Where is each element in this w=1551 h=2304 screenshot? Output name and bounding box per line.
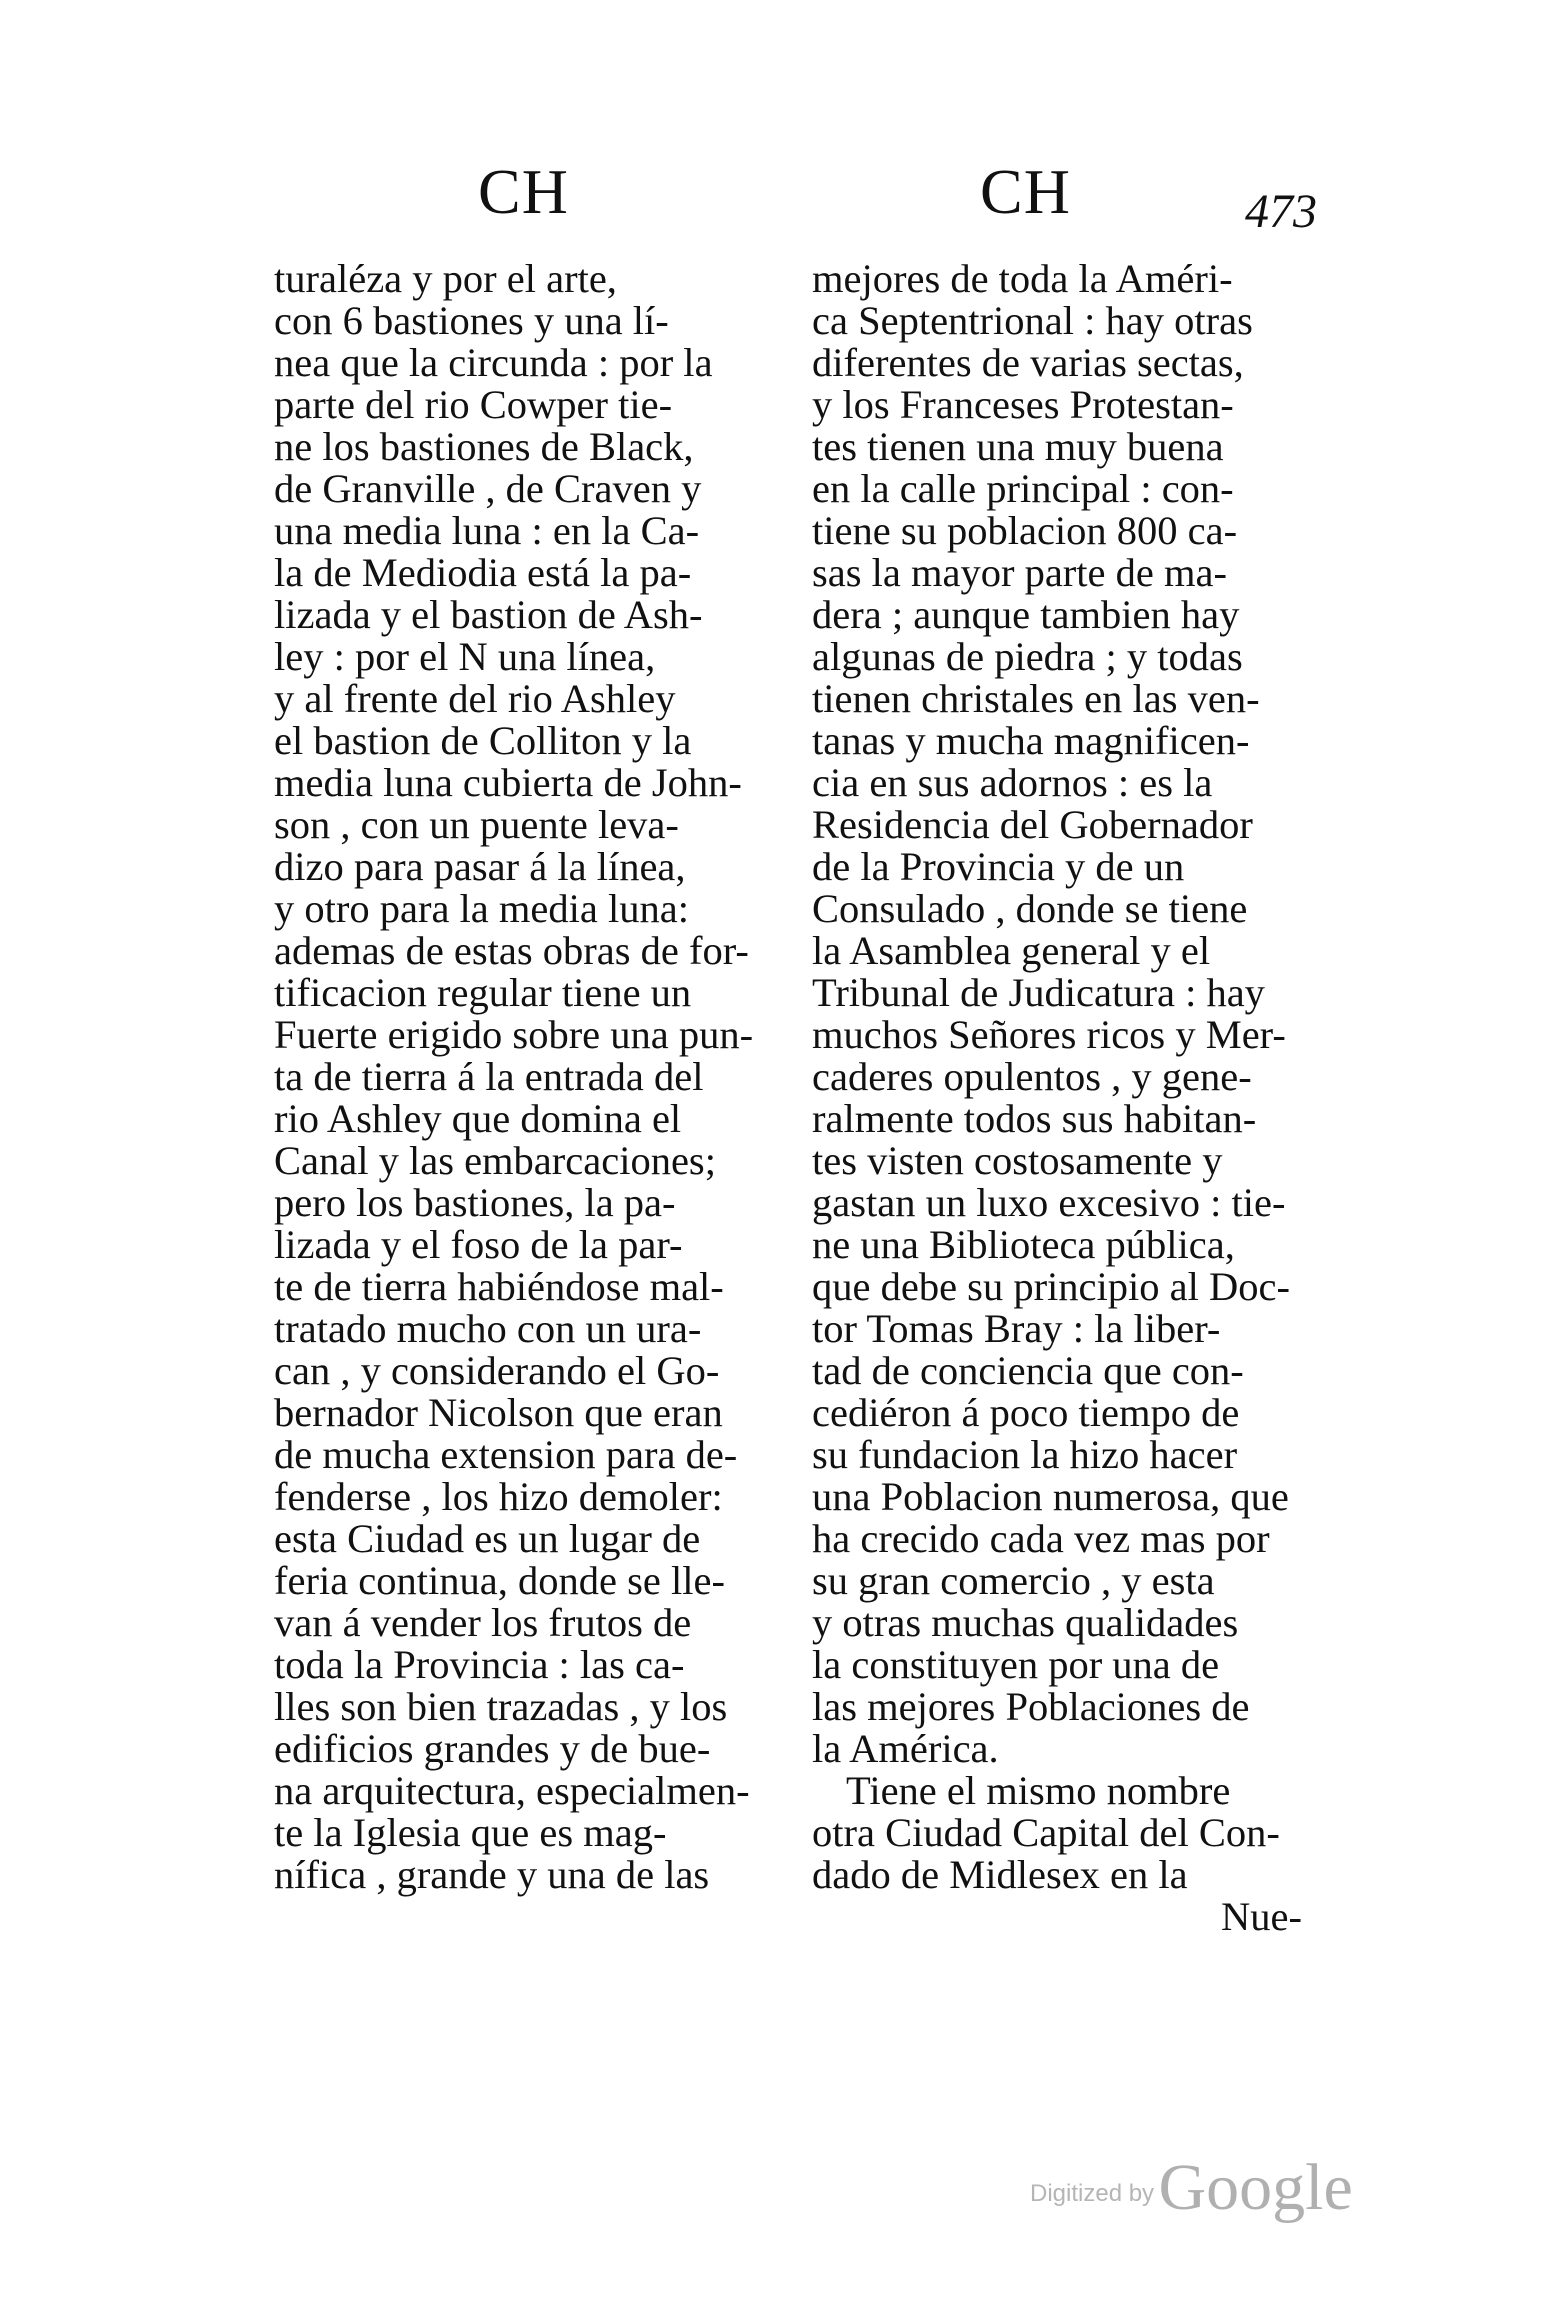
text-line: tad de conciencia que con- [812, 1348, 1244, 1393]
text-line: muchos Señores ricos y Mer- [812, 1012, 1286, 1057]
text-line: diferentes de varias sectas, [812, 340, 1244, 385]
text-line: parte del rio Cowper tie- [274, 382, 673, 427]
text-line: ralmente todos sus habitan- [812, 1096, 1257, 1141]
text-line: y los Franceses Protestan- [812, 382, 1234, 427]
running-head-right: CH [980, 156, 1071, 227]
text-line: son , con un puente leva- [274, 802, 679, 847]
text-line: y otro para la media luna: [274, 886, 689, 931]
text-line: el bastion de Colliton y la [274, 718, 692, 763]
text-line: ta de tierra á la entrada del [274, 1054, 704, 1099]
text-line: tor Tomas Bray : la liber- [812, 1306, 1221, 1351]
text-line: su fundacion la hizo hacer [812, 1432, 1238, 1477]
text-line: nífica , grande y una de las [274, 1852, 710, 1897]
digitized-watermark [1030, 2150, 1353, 2226]
text-line: feria continua, donde se lle- [274, 1558, 725, 1603]
text-line: dera ; aunque tambien hay [812, 592, 1240, 637]
text-line: te la Iglesia que es mag- [274, 1810, 667, 1855]
text-line: la constituyen por una de [812, 1642, 1220, 1687]
text-line: Tiene el mismo nombre [846, 1768, 1231, 1813]
text-line: tes tienen una muy buena [812, 424, 1224, 469]
text-line: en la calle principal : con- [812, 466, 1234, 511]
text-line: la Asamblea general y el [812, 928, 1211, 973]
text-line: con 6 bastiones y una lí- [274, 298, 669, 343]
text-line: pero los bastiones, la pa- [274, 1180, 676, 1225]
text-line: sas la mayor parte de ma- [812, 550, 1227, 595]
catchword: Nue- [1221, 1894, 1302, 1939]
text-line: cia en sus adornos : es la [812, 760, 1213, 805]
text-line: lizada y el foso de la par- [274, 1222, 683, 1267]
text-line: lles son bien trazadas , y los [274, 1684, 728, 1729]
text-line: ley : por el N una línea, [274, 634, 656, 679]
watermark-prefix: Digitized by [1030, 2180, 1155, 2207]
text-line: otra Ciudad Capital del Con- [812, 1810, 1280, 1855]
text-line: ademas de estas obras de for- [274, 928, 749, 973]
text-line: de Granville , de Craven y [274, 466, 702, 511]
text-line: dizo para pasar á la línea, [274, 844, 686, 889]
text-line: ne los bastiones de Black, [274, 424, 694, 469]
text-line: Fuerte erigido sobre una pun- [274, 1012, 754, 1057]
text-line: Canal y las embarcaciones; [274, 1138, 716, 1183]
text-line: can , y considerando el Go- [274, 1348, 720, 1393]
text-line: una media luna : en la Ca- [274, 508, 700, 553]
text-line: edificios grandes y de bue- [274, 1726, 711, 1771]
text-line: Consulado , donde se tiene [812, 886, 1248, 931]
text-line: gastan un luxo excesivo : tie- [812, 1180, 1286, 1225]
text-line: cediéron á poco tiempo de [812, 1390, 1240, 1435]
text-line: que debe su principio al Doc- [812, 1264, 1290, 1309]
google-logo: Google [1158, 2151, 1353, 2224]
text-line: caderes opulentos , y gene- [812, 1054, 1252, 1099]
text-line: ne una Biblioteca pública, [812, 1222, 1235, 1267]
text-line: de la Provincia y de un [812, 844, 1185, 889]
text-line: dado de Midlesex en la [812, 1852, 1188, 1897]
text-line: su gran comercio , y esta [812, 1558, 1215, 1603]
text-line: esta Ciudad es un lugar de [274, 1516, 701, 1561]
text-line: fenderse , los hizo demoler: [274, 1474, 723, 1519]
text-line: la de Mediodia está la pa- [274, 550, 692, 595]
text-line: la América. [812, 1726, 999, 1771]
text-line: tificacion regular tiene un [274, 970, 692, 1015]
text-line: te de tierra habiéndose mal- [274, 1264, 724, 1309]
text-line: ha crecido cada vez mas por [812, 1516, 1270, 1561]
text-line: y al frente del rio Ashley [274, 676, 676, 721]
page-number: 473 [1245, 185, 1317, 238]
text-line: las mejores Poblaciones de [812, 1684, 1250, 1729]
text-line: turaléza y por el arte, [274, 256, 617, 301]
text-line: bernador Nicolson que eran [274, 1390, 723, 1435]
text-line: van á vender los frutos de [274, 1600, 692, 1645]
text-line: media luna cubierta de John- [274, 760, 742, 805]
text-line: de mucha extension para de- [274, 1432, 738, 1477]
text-line: toda la Provincia : las ca- [274, 1642, 685, 1687]
text-line: nea que la circunda : por la [274, 340, 713, 385]
text-column-right [812, 258, 1322, 1938]
text-line: tienen christales en las ven- [812, 676, 1260, 721]
text-line: una Poblacion numerosa, que [812, 1474, 1289, 1519]
text-line: algunas de piedra ; y todas [812, 634, 1243, 679]
text-line: tiene su poblacion 800 ca- [812, 508, 1238, 553]
text-line: y otras muchas qualidades [812, 1600, 1239, 1645]
running-head-left: CH [478, 156, 569, 227]
text-line: tanas y mucha magnificen- [812, 718, 1250, 763]
text-line: Tribunal de Judicatura : hay [812, 970, 1265, 1015]
text-line: mejores de toda la Améri- [812, 256, 1233, 301]
text-line: Residencia del Gobernador [812, 802, 1253, 847]
text-line: na arquitectura, especialmen- [274, 1768, 750, 1813]
text-line: ca Septentrional : hay otras [812, 298, 1253, 343]
text-line: tratado mucho con un ura- [274, 1306, 702, 1351]
text-column-left [274, 258, 784, 1896]
text-line: tes visten costosamente y [812, 1138, 1223, 1183]
text-line: lizada y el bastion de Ash- [274, 592, 703, 637]
text-line: rio Ashley que domina el [274, 1096, 682, 1141]
